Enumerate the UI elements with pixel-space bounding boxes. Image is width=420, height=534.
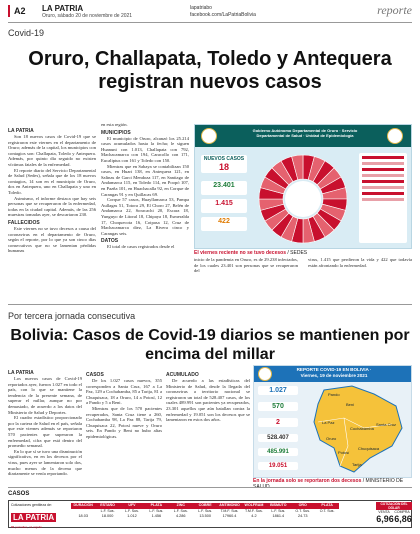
story1-headline: Oruro, Challapata, Toledo y Antequera registran nuevos casos (28, 48, 392, 93)
oruro-covid-infographic (194, 124, 412, 249)
fx-sell-label: VENTA (378, 510, 390, 514)
story1-column-1 (8, 128, 96, 298)
story1-paragraph: El reporte diario del Servicio Departamental de Salud (Sedes), señala que de los 18 nuevos contagios, 14 son en el municipio de Oruro, dos en Antequera, uno en Challapata y uno en Toledo. (8, 167, 96, 195)
caption-credit: / MINISTERIO DE (362, 478, 404, 484)
infographic-title: Gobierno Autónomo Departamental de Oruro · Servicio Departamental de Salud · Unidad de Epidemiología (252, 128, 358, 138)
commodity-unit: O.T. Sus. (295, 508, 311, 513)
bo-recovered-value: 570 (258, 402, 298, 411)
quotes-divider (8, 487, 412, 488)
commodity-header: UFV (120, 503, 144, 509)
commodity-value: 1.012 (127, 514, 137, 518)
story2-paragraph: En lo que sí se tuvo una disminución significativa, en en los decesos por el virus, pues ayer se lamentaron solo dos, mucho menos de la decena que diariamente se venía reportando. (8, 448, 82, 477)
story1-paragraph: El total de casos registrados desde el (107, 244, 175, 250)
commodity-value: 1.456 (151, 514, 162, 518)
municipality-donut-chart (253, 151, 353, 247)
story2-subhead-acumulado: ACUMULADO (166, 372, 199, 378)
page-number: A2 (14, 6, 26, 16)
la-patria-logo: LA PATRIA (13, 513, 55, 522)
bo-new-cases-value: 1.027 (258, 386, 298, 395)
commodity-unit: O.T. Sus. (319, 508, 335, 513)
list-row (362, 198, 404, 201)
edition-date: Oruro, sábado 20 de noviembre de 2021 (42, 13, 133, 19)
commodity-value: 18.000 (101, 514, 114, 518)
story1-cont-col-a: inicio de la pandemia en Oruro, es de 29.238 infectados, de los cuales 23.401 son personas que se recuperaron del (194, 257, 298, 274)
commodity-unit: L.F. Sus. (198, 508, 213, 513)
commodity-header: ORO (291, 503, 315, 509)
story1-paragraph: Asimismo, el informe destaca que hay seis personas que se recuperaron de la enfermedad, todas en la ciudad capital. Además, de las 256 muestras tomadas ayer, se descartaron 230. (8, 195, 96, 218)
commodity-header: ESTAÑO (95, 503, 119, 509)
infographic1-caption (194, 250, 307, 256)
deaths-value: 1.415 (201, 199, 247, 213)
story2-paragraph: El cuadro estadístico proporcionado por la cartera de Salud en el país, señala que este viernes además se reportaron 570 pacientes que superaron la enfermedad, cifra que está dentro del promedio semanal. (8, 415, 82, 449)
story2-column-1 (8, 370, 82, 495)
list-row (362, 186, 404, 189)
commodity-unit: L.F. Sus. (271, 508, 286, 513)
sedes-seal-icon (387, 128, 403, 144)
commodity-unit: L.F. Sus. (124, 508, 139, 513)
quotes-box (8, 500, 412, 528)
commodity-value: 17960.4 (222, 514, 237, 518)
commodity-unit: L.F. Sus. (100, 508, 115, 513)
map-department-label: Tarija (352, 462, 362, 467)
story2-byline: LA PATRIA (8, 370, 34, 376)
caption-bold: El viernes reciente no se tuvo decesos (194, 250, 286, 256)
commodity-header: PLATA (315, 503, 339, 509)
commodity-header: WOLFRAM (242, 503, 266, 509)
commodity-table (71, 503, 339, 520)
story-divider (8, 304, 412, 305)
story1-paragraph: El municipio de Oruro, alcanzó los 25.214 casos acumulados hasta la fecha; le siguen Huanuni con 1.013, Challapata con 792, Machacamarca con 194, Caracollo con 171, Eucaliptus con 161 y Toledo con 150. (101, 135, 189, 163)
commodity-unit: L.F. Sus. (149, 508, 164, 513)
brand-name: LA PATRIA (42, 4, 84, 13)
story1-paragraph: en esta región. (101, 122, 128, 127)
commodity-header: DURACIÓN (71, 503, 95, 509)
story2-paragraph: Mientras que de los 570 pacientes recuperados, Santa Cruz tiene a 260, Cochabamba 98, La Paz 88, Tarija 79, Chuquisaca 22, Potosí nueve y Oruro seis. En Pando y Beni no hubo altas epidemiológicas. (86, 405, 162, 439)
commodity-header: ZINC (169, 503, 193, 509)
story2-kicker: Por tercera jornada consecutiva (8, 311, 136, 321)
story1-subhead-fallecidos: FALLECIDOS (8, 219, 40, 226)
sponsor-label: Cotizaciones gentileza de: (11, 503, 52, 507)
story1-byline: LA PATRIA (8, 128, 34, 134)
commodity-value: 24.73 (297, 514, 308, 518)
bo-recovered-total: 485.991 (258, 448, 298, 456)
new-cases-label: NUEVOS CASOS (203, 156, 245, 162)
map-department-label: Pando (328, 392, 340, 397)
story2-paragraph: De acuerdo a las estadísticas del Ministerio de Salud, desde la llegada del coronavirus a territorio nacional se registraron un total de 528.407 casos, de los cuales 489.991 son pacientes ya recuperados, 23.301 aquellos que aún batallan contra la enfermedad y 19.051 son los decesos que se lamentaron en estos dos años. (166, 378, 250, 423)
story1-subhead-municipios: MUNICIPIOS (101, 129, 131, 136)
bo-total-value: 528.407 (258, 434, 298, 442)
fx-buy-value: 6,86 (394, 514, 412, 524)
caption-bold: En la jornada solo se reportaron dos decesos (253, 478, 362, 484)
story2-headline: Bolivia: Casos de Covid-19 diarios se mantienen por encima del millar (10, 327, 410, 363)
commodity-value (315, 514, 339, 520)
list-row (362, 168, 404, 171)
story2-column-3 (166, 370, 250, 495)
commodity-value: 18.03 (78, 514, 88, 518)
map-department-label: Potosí (338, 450, 350, 455)
sponsor-tagline: 85 periódico, mi orgullo (11, 525, 43, 529)
commodity-header: BISMUTO (266, 503, 290, 509)
story2-paragraph: De los 1.027 casos nuevos, 355 corresponden a Santa Cruz, 167 a La Paz, 129 a Cochabamba, 85 a Tarija, 81 a Chuquisaca, 18 a Oruro, 14 a Potosí, 12 a Pando y 5 a Beni. (86, 378, 162, 406)
commodity-header-row (71, 503, 339, 509)
map-department-label: Chuquisaca (358, 446, 380, 451)
story2-paragraph: Los nuevos casos de Covid-19 reportados ayer, fueron 1.027 en todo el país, con lo que se mantiene la tendencia de la presente semana, de superar el millar, aunque no por demasiado, de acuerdo a los datos del Ministerio de Salud y Deportes. (8, 376, 82, 415)
story1-subhead-datos: DATOS (101, 238, 119, 245)
social-facebook[interactable]: facebook.com/LaPatriaBolivia (190, 12, 256, 18)
commodity-value: 4.2 (251, 514, 257, 518)
header-rule (8, 22, 412, 23)
bolivia-map (304, 384, 408, 476)
infographic2-title: REPORTE COVID-19 EN BOLIVIA · Viernes, 19 de noviembre 2021 (296, 367, 372, 378)
commodity-header: COBRE (193, 503, 217, 509)
list-row (362, 162, 404, 165)
municipality-list (359, 153, 407, 243)
list-row (362, 180, 404, 183)
story1-paragraph: Mientras que en Sabaya se contabilizan 150 casos, en Huari 138, en Antequera 121, en Salinas de Garci Mendoza 117, en Santiago de Andamarca 115, en Toledo 114, en Poopó 107, en Pazña 101, en Huachacalla 92, en Corque de Carangas 91 y en Quillacas 69. (101, 163, 189, 197)
commodity-unit: L.F. Sus. (173, 508, 188, 513)
bo-deaths-total: 19.051 (258, 462, 298, 470)
dollar-exchange-box (376, 502, 412, 527)
list-row (362, 174, 404, 177)
story2-column-2 (86, 370, 162, 495)
story1-kicker: Covid-19 (8, 28, 45, 38)
commodity-value: 13.500 (199, 514, 211, 518)
caption-credit: / SEDES (286, 250, 308, 256)
story2-subhead-casos: CASOS (86, 372, 104, 378)
fx-sell-value: 6,96 (376, 514, 394, 524)
recovered-value: 23.401 (201, 181, 247, 195)
social-handle[interactable]: lapatriabo (190, 5, 212, 11)
commodity-unit: T.M.F. Sus. (220, 508, 239, 513)
new-cases-value: 18 (218, 162, 229, 172)
map-department-label: Santa Cruz (376, 422, 397, 427)
infographic2-caption (253, 478, 412, 490)
story1-continuation (194, 257, 412, 275)
bolivia-seal-icon (258, 367, 272, 381)
section-label: reporte (377, 3, 412, 17)
commodity-value: 4.286 (176, 514, 186, 518)
story1-cont-col-b: virus, 1.415 que perdieron la vida y 422 que todavía están afrontando la enfermedad. (308, 257, 412, 268)
quotes-section-label: CASOS (8, 491, 30, 497)
map-department-label: Cochabamba (350, 426, 374, 431)
bo-deaths-value: 2 (258, 418, 298, 427)
list-row (362, 156, 404, 159)
map-department-label: Beni (346, 402, 355, 407)
fx-buy-label: COMPRA (394, 510, 410, 514)
map-department-label: Oruro (326, 436, 337, 441)
story1-column-2 (101, 122, 189, 297)
story1-paragraph: Este viernes no se tuvo decesos a causa del coronavirus en el departamento de Oruro, según el reporte, por lo que ya son cinco días consecutivos que no se lamentan pérdidas humanas (8, 225, 96, 254)
commodity-header: ANTIMONIO (219, 503, 240, 507)
map-department-label: La Paz (322, 420, 335, 425)
story1-paragraph: Corque 57 casos, Huayllamarca 53, Pampa Aullagas 51, Totora 29, El Choro 27, Belén de Andamarca 22, Soracachi 20, Escara 18, Yunguyo de Litoral 18, Chipaya 18, Esmeralda 17, Choquecota 16, Coipasa 12, Cruz de Machacamarca diez, La Rivera cinco y Carangas seis. (101, 197, 189, 236)
commodity-unit: T.M.F. Sus. (245, 508, 263, 513)
new-cases-box (201, 155, 247, 173)
quotes-sponsor (11, 503, 67, 529)
fx-values (376, 514, 412, 524)
list-row (362, 192, 404, 195)
active-value: 422 (201, 217, 247, 231)
commodity-header: PLATA (144, 503, 168, 509)
fx-title: COTIZACIÓN DEL DÓLAR (376, 502, 412, 510)
government-seal-icon (201, 128, 217, 144)
story1-paragraph: Son 18 nuevos casos de Covid-19 que se registraron este viernes en el departamento de Oruro; además de la capital, los municipios con contagios son: Challapata, Toledo y Antequera. Además, por quinto día seguido no existen víctimas fatales de la enfermedad. (8, 134, 96, 167)
commodity-value: 1861.4 (272, 514, 285, 518)
header-accent-bar (8, 5, 10, 17)
commodity-values-row (71, 514, 339, 520)
bolivia-covid-infographic (253, 365, 412, 478)
